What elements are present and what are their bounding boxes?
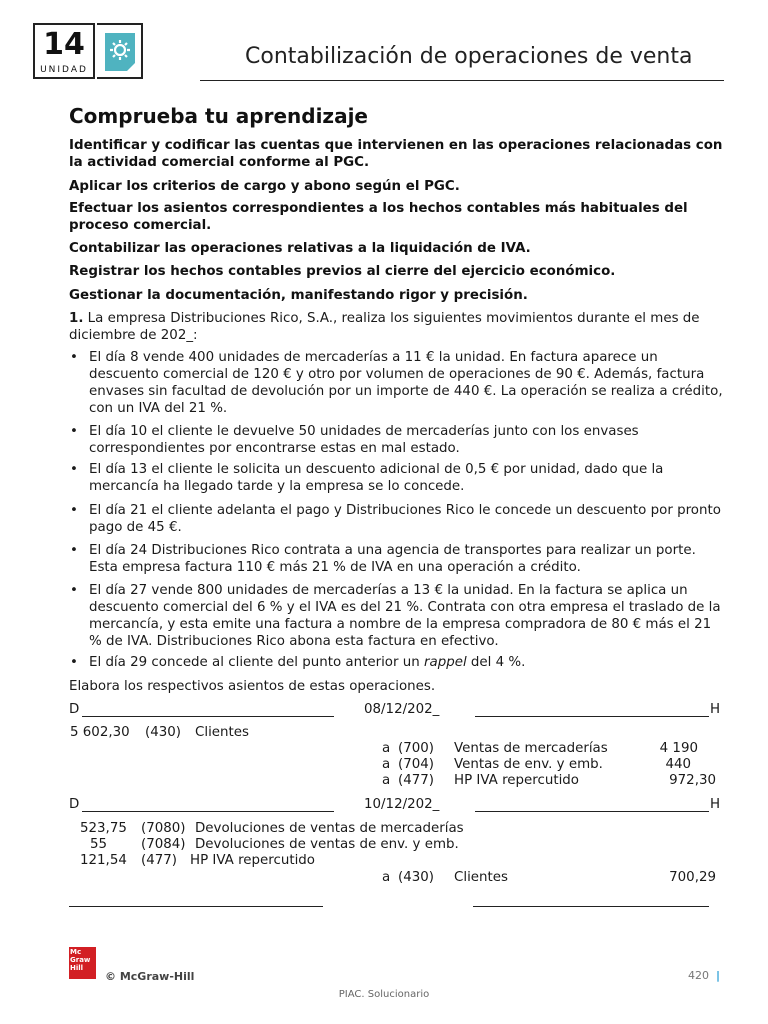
unit-number: 14 — [43, 27, 85, 62]
credit-amount: 700,29 — [669, 870, 716, 885]
objective-3: Efectuar los asientos correspondientes a los hechos contables más habituales del proceso comercial. — [69, 201, 688, 233]
credit-account: Clientes — [454, 870, 508, 885]
debit-account: Devoluciones de ventas de env. y emb. — [195, 837, 459, 852]
journal-line — [475, 811, 709, 812]
list-item: • El día 29 concede al cliente del punto anterior un rappel del 4 %. — [70, 655, 526, 670]
gear-icon — [105, 33, 135, 71]
credit-amount: 972,30 — [669, 773, 716, 788]
debit-label: D — [69, 702, 80, 717]
list-item: • El día 27 vende 800 unidades de mercaderías a 13 € la unidad. En la factura se aplica un descuento comercial del 6 % y el IVA es del 21 %. Contrata con otra empresa el traslado de la mercancía, y esta emite una factura a nombre de la empresa compradora de 80 € más el 21 % de IVA. Distribuciones Rico abona esta factura en efectivo. — [70, 583, 721, 649]
list-item: • El día 24 Distribuciones Rico contrata a una agencia de transportes para realizar un porte. Esta empresa factura 110 € más 21 % de IVA en una operación a crédito. — [70, 543, 696, 575]
exercise-intro — [69, 310, 724, 344]
credit-code: (700) — [398, 741, 435, 756]
objective-1: Identificar y codificar las cuentas que intervienen en las operaciones relacionadas con la actividad comercial conforme al PGC. — [69, 138, 723, 170]
debit-account: Clientes — [195, 725, 249, 740]
exercise-number: 1. — [69, 311, 84, 326]
footer-source: PIAC. Solucionario — [338, 989, 430, 1000]
journal-line — [475, 716, 709, 717]
journal-line — [69, 906, 323, 907]
credit-amount: 4 190 — [659, 741, 698, 756]
page-number: 420 — [688, 969, 709, 982]
credit-code: (430) — [398, 870, 435, 885]
list-item: • El día 8 vende 400 unidades de mercaderías a 11 € la unidad. En factura aparece un descuento comercial de 120 € y otro por volumen de operaciones de 90 €. Además, factura envases sin facultad de devolución por un importe de 440 €. La operación se realiza a crédito, con un IVA del 21 %. — [70, 350, 723, 416]
unit-label: UNIDAD — [40, 65, 88, 75]
credit-code: (477) — [398, 773, 435, 788]
entry-date: 08/12/202_ — [364, 702, 440, 717]
credit-amount: 440 — [665, 757, 691, 772]
objective-4: Contabilizar las operaciones relativas a la liquidación de IVA. — [69, 241, 531, 256]
section-title: Comprueba tu aprendizaje — [69, 104, 368, 128]
unit-icon-box — [97, 23, 143, 79]
debit-account: HP IVA repercutido — [190, 853, 315, 868]
credit-label: H — [710, 702, 721, 717]
debit-label: D — [69, 797, 80, 812]
exercise-closing: Elabora los respectivos asientos de estas operaciones. — [69, 679, 436, 694]
credit-account: HP IVA repercutido — [454, 773, 579, 788]
list-item: • El día 13 el cliente le solicita un descuento adicional de 0,5 € por unidad, dado que la mercancía ha llegado tarde y la empresa se lo concede. — [70, 462, 664, 494]
credit-label: H — [710, 797, 721, 812]
debit-amount: 55 — [90, 837, 108, 852]
debit-code: (430) — [145, 725, 182, 740]
credit-prefix: a — [382, 757, 391, 772]
header-divider — [200, 80, 724, 81]
copyright: © McGraw-Hill — [105, 970, 195, 983]
credit-account: Ventas de env. y emb. — [454, 757, 603, 772]
credit-prefix: a — [382, 773, 391, 788]
objective-2: Aplicar los criterios de cargo y abono según el PGC. — [69, 179, 460, 194]
journal-line — [82, 716, 334, 717]
debit-code: (477) — [141, 853, 178, 868]
journal-line — [473, 906, 709, 907]
list-item: • El día 10 el cliente le devuelve 50 unidades de mercaderías junto con los envases correspondientes por encontrarse estas en mal estado. — [70, 424, 639, 456]
page-marker: | — [716, 969, 721, 982]
debit-amount: 523,75 — [80, 821, 127, 836]
debit-account: Devoluciones de ventas de mercaderías — [195, 821, 464, 836]
credit-code: (704) — [398, 757, 435, 772]
rappel-term: rappel — [424, 655, 467, 670]
objective-5: Registrar los hechos contables previos al cierre del ejercicio económico. — [69, 264, 616, 279]
debit-amount: 5 602,30 — [70, 725, 130, 740]
mcgraw-hill-logo: Mc Graw Hill — [69, 947, 96, 979]
exercise-intro-text: La empresa Distribuciones Rico, S.A., realiza los siguientes movimientos durante el mes de diciembre de 202_: — [69, 311, 700, 343]
page-title: Contabilización de operaciones de venta — [245, 44, 693, 69]
unit-box — [33, 23, 95, 79]
list-item: • El día 21 el cliente adelanta el pago y Distribuciones Rico le concede un descuento por pronto pago de 45 €. — [70, 503, 721, 535]
debit-code: (7084) — [141, 837, 186, 852]
credit-prefix: a — [382, 870, 391, 885]
credit-prefix: a — [382, 741, 391, 756]
journal-line — [82, 811, 334, 812]
credit-account: Ventas de mercaderías — [454, 741, 608, 756]
debit-code: (7080) — [141, 821, 186, 836]
objective-6: Gestionar la documentación, manifestando rigor y precisión. — [69, 288, 528, 303]
entry-date: 10/12/202_ — [364, 797, 440, 812]
debit-amount: 121,54 — [80, 853, 127, 868]
